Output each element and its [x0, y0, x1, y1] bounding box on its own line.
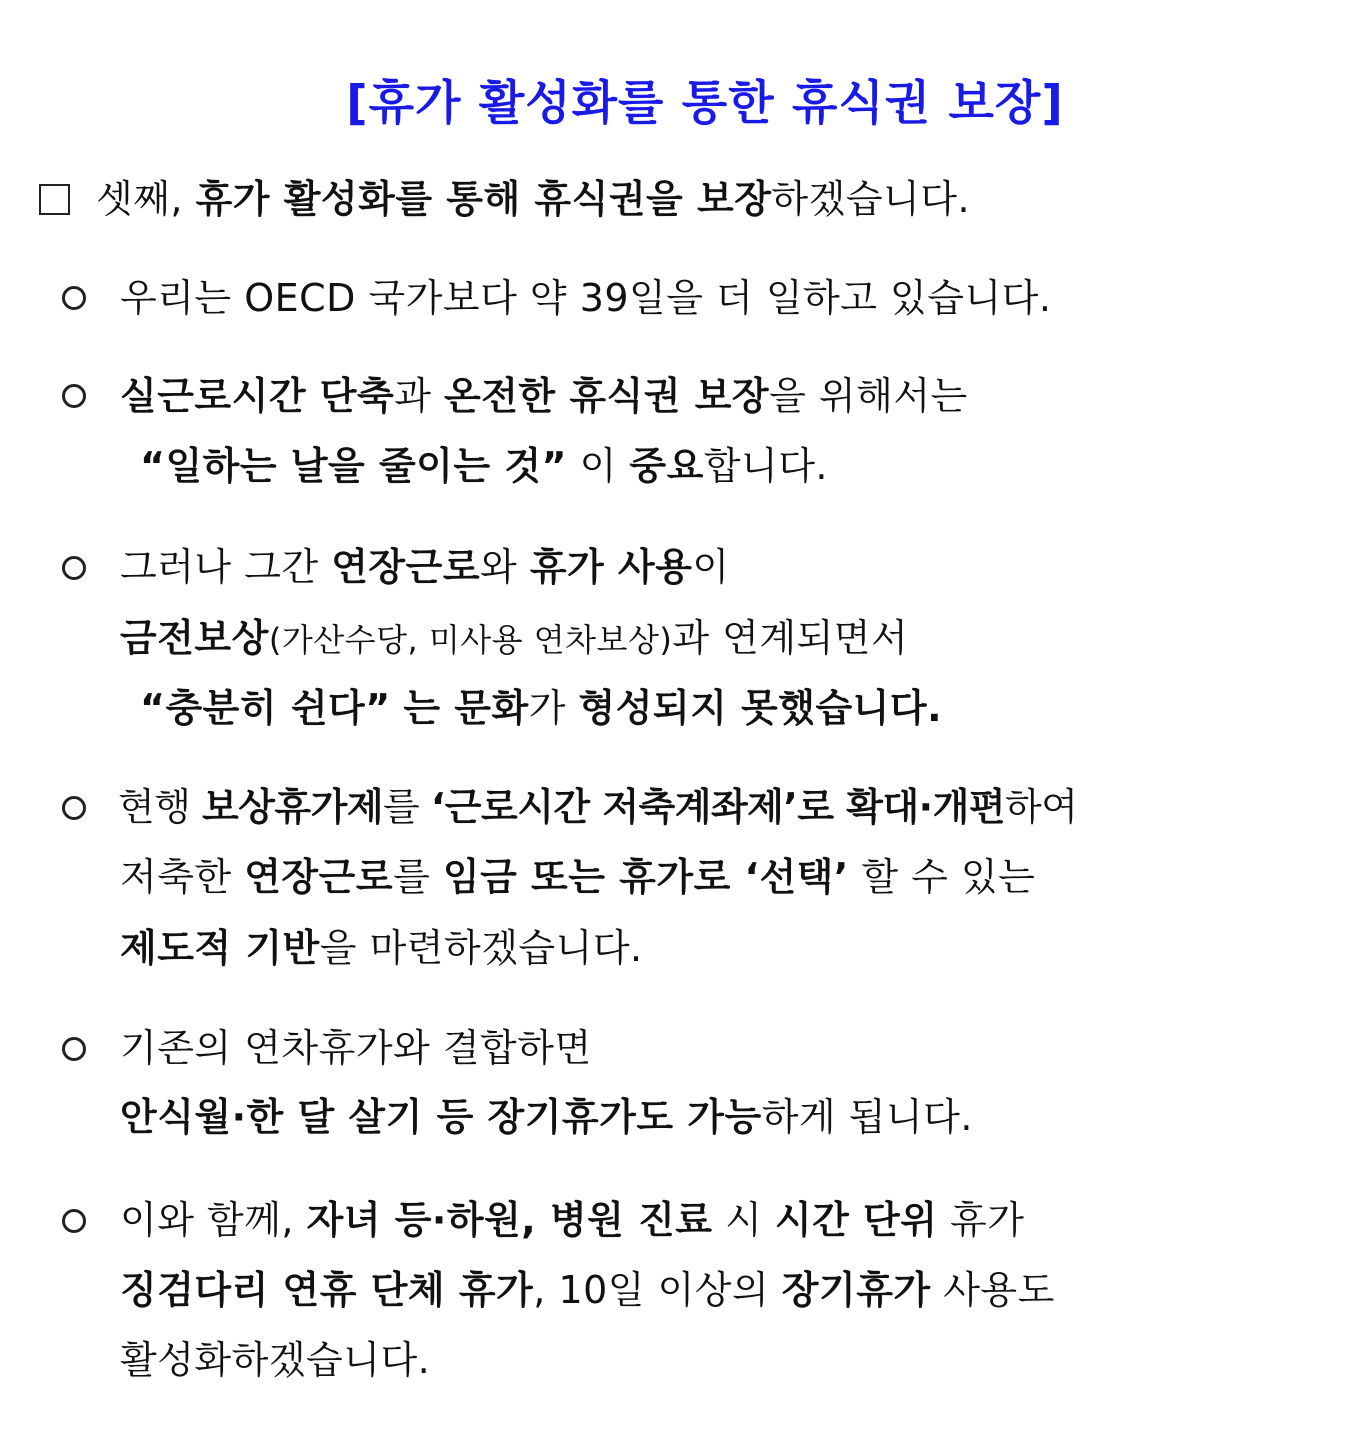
bullet-3-bold-3: 금전보상: [120, 616, 269, 660]
bullet-4-line-2: [120, 853, 1035, 901]
bullet-3-text-2: 와: [480, 545, 530, 589]
bullet-circle-icon: [62, 556, 86, 580]
intro-line: [96, 175, 970, 223]
bullet-2-text-2: 을 위해서는: [769, 374, 968, 418]
bullet-5-line-2: [120, 1093, 973, 1141]
bullet-circle-icon: [62, 1209, 86, 1233]
bullet-5-text-2: 하게 됩니다.: [761, 1095, 973, 1139]
bullet-4-text-3: 하여: [1005, 785, 1078, 829]
bullet-2-text-1: 과: [394, 374, 444, 418]
bullet-circle-icon: [62, 1037, 86, 1061]
bullet-4-text-1: 현행: [118, 785, 202, 829]
bullet-3-line-1: [120, 543, 730, 591]
bullet-4-text-4: 저축한: [120, 855, 245, 899]
bullet-6-bold-3: 징검다리 연휴 단체 휴가: [120, 1268, 534, 1312]
bullet-3-text-4: 과 연계되면서: [672, 616, 909, 660]
bullet-2-text-3: 이: [567, 444, 630, 488]
bullet-2-bold-1: 실근로시간 단축: [120, 374, 395, 418]
bullet-4-line-3: [120, 924, 643, 972]
bullet-3-bold-1: 연장근로: [331, 545, 481, 589]
intro-text: 셋째,: [96, 177, 196, 221]
bullet-2-line-2: [140, 442, 828, 490]
bullet-3-bold-6: 형성되지 못했습니다.: [578, 686, 943, 730]
bullet-2-bold-2: 온전한 휴식권 보장: [443, 374, 770, 418]
bullet-4-bold-2: ‘근로시간 저축계좌제’로 확대·개편: [430, 785, 1006, 829]
bullet-4-text-2: 를: [383, 785, 431, 829]
bullet-1-text: 우리는 OECD 국가보다 약 39일을 더 일하고 있습니다.: [120, 276, 1052, 320]
bullet-3-line-3: [140, 684, 942, 732]
bullet-6-text-6: 활성화하겠습니다.: [120, 1338, 431, 1382]
intro-text-end: 하겠습니다.: [771, 177, 971, 221]
bullet-4-bold-3: 연장근로: [244, 855, 394, 899]
bullet-4-line-1: [118, 783, 1077, 831]
bullet-1-line-1: [120, 274, 1051, 322]
bullet-4-text-6: 할 수 있는: [848, 855, 1036, 899]
bullet-3-text-5: [391, 686, 404, 730]
bullet-6-text-1: 이와 함께,: [120, 1198, 307, 1242]
checkbox-square-icon: [39, 184, 70, 215]
bullet-6-bold-2: 시간 단위: [774, 1198, 938, 1242]
bullet-5-bold-1: 안식월·한 달 살기 등 장기휴가도 가능: [120, 1095, 762, 1139]
bullet-2-bold-4: 중요: [629, 444, 704, 488]
bullet-3-text-3: 이: [692, 545, 730, 589]
bullet-4-bold-1: 보상휴가제: [202, 785, 384, 829]
bullet-4-bold-4: 임금 또는 휴가로 ‘선택’: [442, 855, 849, 899]
bullet-6-line-1: [120, 1196, 1024, 1244]
bullet-3-bold-4: “충분히 쉰다”: [140, 686, 391, 730]
page-title: [휴가 활성화를 통한 휴식권 보장]: [346, 76, 1064, 131]
bullet-6-line-2: [120, 1266, 1055, 1314]
bullet-circle-icon: [62, 384, 86, 408]
bullet-3-text-1: 그러나 그간: [120, 545, 332, 589]
bullet-3-text-6: 가: [528, 686, 579, 730]
bullet-3-line-2: [120, 614, 908, 664]
bullet-3-bold-2: 휴가 사용: [529, 545, 693, 589]
bullet-3-bold-5: 는 문화: [403, 686, 529, 730]
bullet-4-text-7: 을 마련하겠습니다.: [319, 926, 643, 970]
bullet-6-text-2: 시: [712, 1198, 775, 1242]
intro-bold: 휴가 활성화를 통해 휴식권을 보장: [195, 177, 772, 221]
bullet-5-line-1: [120, 1024, 592, 1072]
bullet-2-line-1: [120, 372, 968, 420]
bullet-5-text-1: 기존의 연차휴가와 결합하면: [120, 1026, 592, 1070]
bullet-4-bold-5: 제도적 기반: [120, 926, 320, 970]
bullet-3-small: (가산수당, 미사용 연차보상): [268, 621, 673, 659]
bullet-6-text-3: 휴가: [937, 1198, 1025, 1242]
bullet-6-line-3: [120, 1336, 430, 1384]
bullet-circle-icon: [62, 286, 86, 310]
bullet-circle-icon: [62, 796, 86, 820]
bullet-4-text-5: 를: [393, 855, 443, 899]
bullet-6-text-4: , 10일 이상의: [533, 1268, 782, 1312]
bullet-2-text-4: 합니다.: [703, 444, 829, 488]
bullet-6-bold-1: 자녀 등·하원, 병원 진료: [306, 1198, 713, 1242]
bullet-6-bold-4: 장기휴가: [781, 1268, 931, 1312]
bullet-2-bold-3: “일하는 날을 줄이는 것”: [140, 444, 568, 488]
bullet-6-text-5: 사용도: [930, 1268, 1055, 1312]
